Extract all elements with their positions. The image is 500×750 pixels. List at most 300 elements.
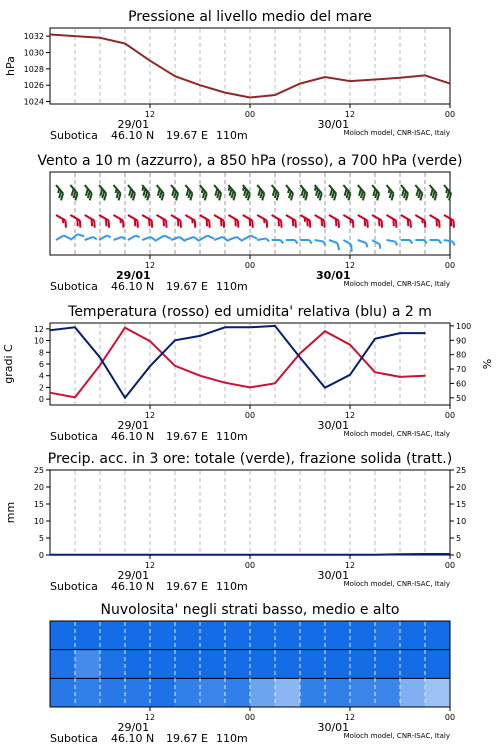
wind-barb bbox=[415, 240, 427, 244]
station-lat: 46.10 N bbox=[111, 732, 155, 745]
temperature-line-point bbox=[149, 340, 151, 342]
humidity-line-point bbox=[274, 325, 276, 327]
wind-barb bbox=[443, 240, 455, 245]
station-elev: 110m bbox=[216, 129, 248, 142]
humidity-line-point bbox=[49, 329, 51, 331]
wind-barb bbox=[66, 185, 80, 200]
wind-barb bbox=[327, 240, 341, 250]
wind-barb bbox=[412, 215, 428, 228]
precip-line-point bbox=[199, 554, 201, 556]
precip-line-point bbox=[424, 553, 426, 555]
wind-barb bbox=[425, 185, 439, 200]
pressure-line-point bbox=[324, 76, 326, 78]
barb-shaft bbox=[444, 240, 453, 242]
barb-shaft bbox=[228, 237, 236, 240]
barb-shaft bbox=[200, 215, 210, 221]
wind-barb bbox=[401, 240, 413, 244]
barb-half bbox=[323, 242, 326, 246]
y-tick-label: 90 bbox=[456, 336, 467, 346]
date-label: 29/01 bbox=[117, 118, 150, 131]
temperature-line-point bbox=[199, 375, 201, 377]
x-tick-label: 00 bbox=[444, 110, 456, 119]
cloud-cell bbox=[200, 678, 226, 707]
barb-half bbox=[281, 240, 284, 244]
wind-barb bbox=[70, 232, 84, 245]
station-lon: 19.67 E bbox=[166, 129, 208, 142]
cloud-cell bbox=[150, 621, 176, 650]
wind-barb bbox=[142, 236, 156, 246]
humidity-line-point bbox=[399, 332, 401, 334]
barb-shaft bbox=[329, 215, 339, 221]
cloud-cell bbox=[400, 621, 426, 650]
barb-shaft bbox=[114, 237, 122, 240]
cloud-cell bbox=[375, 650, 401, 679]
barb-half bbox=[395, 242, 398, 246]
cloud-cell bbox=[300, 678, 326, 707]
x-tick-label: 12 bbox=[144, 713, 156, 722]
barb-shaft bbox=[372, 240, 380, 245]
humidity-line-point bbox=[199, 335, 201, 337]
y-tick-label: 10 bbox=[33, 336, 44, 346]
panel-title: Precip. acc. in 3 ore: totale (verde), frazione solida (tratt.) bbox=[47, 451, 453, 467]
humidity-line-point bbox=[374, 338, 376, 340]
wind-barb bbox=[384, 215, 400, 228]
station-name: Subotica bbox=[50, 732, 98, 745]
wind-barb bbox=[427, 215, 443, 228]
wind-barb bbox=[370, 240, 382, 249]
temperature-line-point bbox=[124, 327, 126, 329]
y-tick-label: 15 bbox=[33, 500, 44, 509]
barb-shaft bbox=[444, 215, 454, 221]
precip-line-point bbox=[299, 554, 301, 556]
temperature-line-point bbox=[349, 344, 351, 346]
station-name: Subotica bbox=[50, 280, 98, 293]
cloud-cell bbox=[200, 621, 226, 650]
wind-barb bbox=[355, 215, 371, 228]
y-axis-label-right: % bbox=[481, 358, 494, 370]
temperature-line-point bbox=[374, 371, 376, 373]
panel-title: Pressione al livello medio del mare bbox=[128, 9, 372, 25]
x-tick-label: 12 bbox=[144, 411, 156, 420]
x-tick-label: 00 bbox=[244, 261, 256, 270]
barb-shaft bbox=[387, 240, 396, 242]
wind-barb bbox=[200, 234, 214, 246]
barb-flag bbox=[251, 234, 257, 241]
temperature-line-point bbox=[324, 330, 326, 332]
wind-barb bbox=[185, 236, 199, 246]
y-tick-label: 1024 bbox=[23, 97, 44, 107]
barb-shaft bbox=[157, 236, 165, 241]
y-tick-label: 10 bbox=[456, 517, 467, 526]
barb-half bbox=[107, 234, 111, 238]
barb-shaft bbox=[358, 240, 366, 243]
barb-half bbox=[439, 240, 442, 244]
pressure-line-point bbox=[124, 43, 126, 45]
barb-half bbox=[452, 242, 455, 246]
wind-barb bbox=[283, 215, 299, 228]
cloud-cell bbox=[400, 678, 426, 707]
wind-barb bbox=[286, 240, 298, 244]
barb-half bbox=[93, 236, 97, 240]
wind-barb bbox=[272, 240, 284, 244]
cloud-cell bbox=[225, 650, 251, 679]
barb-flag bbox=[164, 234, 170, 241]
barb-flag bbox=[64, 234, 70, 241]
wind-barb bbox=[114, 236, 126, 243]
panel-title: Temperatura (rosso) ed umidita' relativa (blu) a 2 m bbox=[68, 304, 432, 320]
cloud-cell bbox=[300, 650, 326, 679]
wind-barb bbox=[56, 234, 70, 246]
date-label: 30/01 bbox=[317, 419, 350, 432]
barb-shaft bbox=[128, 215, 138, 221]
cloud-cell bbox=[100, 678, 126, 707]
y-tick-label: 20 bbox=[33, 483, 44, 492]
cloud-cell bbox=[400, 650, 426, 679]
cloud-cell bbox=[125, 650, 151, 679]
wind-barb bbox=[171, 236, 185, 246]
y-tick-label: 0 bbox=[456, 551, 462, 560]
pressure-line-point bbox=[174, 75, 176, 77]
y-tick-label: 10 bbox=[33, 517, 44, 526]
x-tick-label: 12 bbox=[144, 110, 156, 119]
cloud-cell bbox=[375, 621, 401, 650]
pressure-line-point bbox=[199, 84, 201, 86]
station-name: Subotica bbox=[50, 129, 98, 142]
barb-shaft bbox=[257, 238, 266, 240]
barb-shaft bbox=[56, 236, 64, 241]
station-lon: 19.67 E bbox=[166, 732, 208, 745]
wind-barb bbox=[228, 236, 242, 246]
humidity-line-point bbox=[324, 387, 326, 389]
pressure-line-point bbox=[399, 77, 401, 79]
station-lon: 19.67 E bbox=[166, 280, 208, 293]
precip-line-point bbox=[124, 554, 126, 556]
barb-flag bbox=[237, 236, 243, 243]
temperature-line-point bbox=[49, 392, 51, 394]
precip-line-point bbox=[224, 554, 226, 556]
barb-half bbox=[295, 240, 298, 244]
pressure-line-point bbox=[424, 75, 426, 77]
wind-barb bbox=[253, 185, 267, 200]
temperature-line-point bbox=[99, 364, 101, 366]
temperature-line-point bbox=[249, 387, 251, 389]
wind-barb bbox=[96, 215, 112, 228]
temperature-line-point bbox=[174, 365, 176, 367]
temperature-line-point bbox=[274, 383, 276, 385]
barb-shaft bbox=[415, 215, 425, 221]
barb-shaft bbox=[343, 215, 353, 221]
barb-shaft bbox=[99, 215, 109, 221]
cloud-cell bbox=[425, 678, 451, 707]
date-label: 30/01 bbox=[317, 721, 350, 734]
wind-barb bbox=[240, 215, 256, 228]
barb-shaft bbox=[257, 215, 267, 221]
wind-barb bbox=[340, 240, 354, 252]
x-tick-label: 00 bbox=[244, 561, 256, 570]
y-tick-label: 15 bbox=[456, 500, 467, 509]
cloud-cell bbox=[325, 678, 351, 707]
wind-barb bbox=[157, 234, 171, 246]
station-info bbox=[50, 580, 450, 593]
precip-line-point bbox=[274, 554, 276, 556]
wind-barb bbox=[439, 185, 453, 200]
cloud-cell bbox=[50, 650, 76, 679]
date-label: 30/01 bbox=[316, 269, 351, 282]
wind-barb bbox=[269, 215, 285, 228]
pressure-line-point bbox=[299, 83, 301, 85]
y-tick-label: 12 bbox=[33, 324, 44, 334]
cloud-cell bbox=[375, 678, 401, 707]
y-axis-label: hPa bbox=[4, 56, 17, 76]
wind-barb bbox=[80, 185, 94, 200]
y-tick-label: 80 bbox=[456, 350, 467, 360]
model-credit: Moloch model, CNR-ISAC, Italy bbox=[343, 580, 450, 588]
wind-barb bbox=[411, 185, 425, 200]
x-tick-label: 12 bbox=[344, 561, 356, 570]
y-tick-label: 100 bbox=[456, 321, 472, 331]
wind-barb bbox=[154, 215, 170, 228]
temperature-line-point bbox=[424, 375, 426, 377]
wind-barb bbox=[369, 215, 385, 228]
barb-shaft bbox=[185, 215, 195, 221]
cloud-cell bbox=[275, 678, 301, 707]
date-label: 29/01 bbox=[117, 721, 150, 734]
pressure-line-point bbox=[224, 92, 226, 94]
cloud-cell bbox=[275, 621, 301, 650]
wind-barb bbox=[99, 234, 111, 243]
barb-shaft bbox=[358, 215, 368, 221]
precip-line-point bbox=[399, 554, 401, 556]
wind-barb bbox=[326, 215, 342, 228]
model-credit: Moloch model, CNR-ISAC, Italy bbox=[343, 732, 450, 740]
wind-barb bbox=[125, 215, 141, 228]
precip-line-point bbox=[99, 554, 101, 556]
cloud-cell bbox=[75, 678, 101, 707]
wind-barb bbox=[214, 236, 228, 246]
cloud-cell bbox=[350, 621, 376, 650]
barb-shaft bbox=[243, 236, 251, 241]
temperature-line bbox=[50, 328, 425, 398]
barb-shaft bbox=[315, 215, 325, 221]
pressure-line-point bbox=[274, 94, 276, 96]
humidity-line-point bbox=[249, 327, 251, 329]
wind-barb bbox=[111, 215, 127, 228]
wind-barb bbox=[257, 238, 269, 243]
y-tick-label: 5 bbox=[456, 534, 462, 543]
temperature-line-point bbox=[74, 397, 76, 399]
x-tick-label: 12 bbox=[344, 411, 356, 420]
cloud-cell bbox=[200, 650, 226, 679]
y-tick-label: 25 bbox=[456, 466, 467, 475]
station-info bbox=[50, 430, 450, 443]
barb-half bbox=[309, 240, 312, 244]
barb-shaft bbox=[85, 237, 93, 240]
panel-title: Vento a 10 m (azzurro), a 850 hPa (rosso), a 700 hPa (verde) bbox=[37, 153, 463, 169]
wind-barb bbox=[51, 185, 65, 200]
wind-barb bbox=[182, 215, 198, 228]
cloud-cell bbox=[225, 678, 251, 707]
humidity-line-point bbox=[124, 397, 126, 399]
station-elev: 110m bbox=[216, 580, 248, 593]
date-label: 30/01 bbox=[317, 569, 350, 582]
barb-flag bbox=[348, 245, 354, 252]
wind-barb bbox=[109, 185, 123, 200]
station-elev: 110m bbox=[216, 430, 248, 443]
x-tick-label: 00 bbox=[444, 561, 456, 570]
wind-barb bbox=[296, 185, 310, 200]
y-tick-label: 25 bbox=[33, 466, 44, 475]
wind-barb bbox=[430, 240, 442, 244]
x-tick-label: 12 bbox=[344, 713, 356, 722]
cloud-cell bbox=[150, 650, 176, 679]
barb-shaft bbox=[85, 215, 95, 221]
plot-frame bbox=[50, 172, 450, 255]
station-name: Subotica bbox=[50, 430, 98, 443]
wind-barb bbox=[195, 185, 209, 200]
x-tick-label: 00 bbox=[244, 110, 256, 119]
wind-barb bbox=[382, 185, 396, 200]
barb-shaft bbox=[185, 237, 193, 240]
wind-barb bbox=[396, 185, 410, 200]
wind-barb bbox=[82, 215, 98, 228]
wind-barb bbox=[95, 185, 109, 200]
y-tick-label: 0 bbox=[38, 551, 44, 560]
station-elev: 110m bbox=[216, 280, 248, 293]
station-info bbox=[50, 732, 450, 745]
precip-line-point bbox=[49, 554, 51, 556]
wind-barb bbox=[267, 185, 281, 200]
humidity-line-point bbox=[224, 327, 226, 329]
wind-barb bbox=[368, 185, 382, 200]
barb-shaft bbox=[56, 215, 66, 221]
wind-barb bbox=[210, 185, 224, 200]
x-tick-label: 12 bbox=[344, 261, 356, 270]
wind-barb bbox=[225, 215, 241, 228]
humidity-line-point bbox=[349, 374, 351, 376]
y-tick-label: 1028 bbox=[23, 64, 44, 74]
cloud-cell bbox=[425, 650, 451, 679]
barb-shaft bbox=[286, 215, 296, 221]
wind-barb bbox=[310, 185, 324, 200]
temperature-line-point bbox=[224, 382, 226, 384]
barb-flag bbox=[179, 236, 185, 243]
precip-line-point bbox=[374, 554, 376, 556]
station-lat: 46.10 N bbox=[111, 129, 155, 142]
pressure-line-point bbox=[249, 97, 251, 99]
y-tick-label: 2 bbox=[38, 383, 44, 393]
temperature-line-point bbox=[299, 353, 301, 355]
barb-shaft bbox=[157, 215, 167, 221]
x-tick-label: 00 bbox=[244, 713, 256, 722]
station-elev: 110m bbox=[216, 732, 248, 745]
barb-shaft bbox=[387, 215, 397, 221]
y-tick-label: 60 bbox=[456, 379, 467, 389]
barb-shaft bbox=[214, 215, 224, 221]
cloud-cell bbox=[175, 650, 201, 679]
wind-barb bbox=[166, 185, 180, 200]
precip-line-point bbox=[174, 554, 176, 556]
barb-shaft bbox=[243, 215, 253, 221]
barb-shaft bbox=[372, 215, 382, 221]
x-tick-label: 00 bbox=[444, 713, 456, 722]
barb-shaft bbox=[272, 215, 282, 221]
barb-half bbox=[266, 238, 269, 242]
barb-shaft bbox=[142, 237, 150, 240]
wind-barb bbox=[85, 236, 97, 243]
wind-barb bbox=[181, 185, 195, 200]
station-lon: 19.67 E bbox=[166, 430, 208, 443]
y-tick-label: 1026 bbox=[23, 81, 44, 91]
barb-shaft bbox=[128, 236, 136, 241]
precip-line-point bbox=[74, 554, 76, 556]
x-tick-label: 12 bbox=[144, 561, 156, 570]
pressure-line-point bbox=[99, 37, 101, 39]
y-tick-label: 0 bbox=[38, 395, 44, 405]
station-lon: 19.67 E bbox=[166, 580, 208, 593]
cloud-cell bbox=[75, 621, 101, 650]
wind-barb bbox=[441, 215, 457, 228]
date-label: 29/01 bbox=[116, 269, 151, 282]
wind-barb bbox=[357, 240, 369, 247]
barb-flag bbox=[77, 232, 84, 239]
wind-barb bbox=[386, 240, 398, 245]
station-info bbox=[50, 280, 450, 293]
cloud-cell bbox=[350, 650, 376, 679]
cloud-cell bbox=[125, 621, 151, 650]
barb-shaft bbox=[114, 215, 124, 221]
barb-shaft bbox=[401, 215, 411, 221]
barb-shaft bbox=[171, 215, 181, 221]
barb-flag bbox=[194, 236, 200, 243]
y-tick-label: 4 bbox=[38, 371, 44, 381]
precip-line-point bbox=[449, 553, 451, 555]
x-tick-label: 12 bbox=[344, 110, 356, 119]
y-tick-label: 6 bbox=[38, 360, 44, 369]
barb-flag bbox=[207, 234, 213, 241]
pressure-line-point bbox=[49, 34, 51, 36]
cloud-cell bbox=[50, 678, 76, 707]
barb-half bbox=[410, 240, 413, 244]
cloud-cell bbox=[75, 650, 101, 679]
barb-shaft bbox=[200, 236, 208, 241]
date-label: 29/01 bbox=[117, 569, 150, 582]
cloud-cell bbox=[425, 621, 451, 650]
cloud-cell bbox=[325, 650, 351, 679]
wind-barb bbox=[340, 215, 356, 228]
cloud-cell bbox=[150, 678, 176, 707]
wind-barb bbox=[53, 215, 69, 228]
barb-shaft bbox=[343, 240, 351, 245]
station-lat: 46.10 N bbox=[111, 280, 155, 293]
barb-half bbox=[424, 240, 427, 244]
cloud-cell bbox=[125, 678, 151, 707]
cloud-cell bbox=[250, 678, 276, 707]
x-tick-label: 12 bbox=[144, 261, 156, 270]
wind-barb bbox=[128, 234, 140, 243]
wind-barb bbox=[152, 185, 166, 200]
x-tick-label: 00 bbox=[444, 411, 456, 420]
station-lat: 46.10 N bbox=[111, 580, 155, 593]
barb-shaft bbox=[70, 234, 77, 240]
y-axis-label: gradi C bbox=[2, 344, 15, 384]
barb-shaft bbox=[228, 215, 238, 221]
barb-flag bbox=[335, 243, 341, 250]
wind-barb bbox=[300, 240, 312, 244]
barb-shaft bbox=[430, 215, 440, 221]
humidity-line-point bbox=[424, 332, 426, 334]
barb-shaft bbox=[329, 240, 337, 243]
wind-barb bbox=[324, 185, 338, 200]
